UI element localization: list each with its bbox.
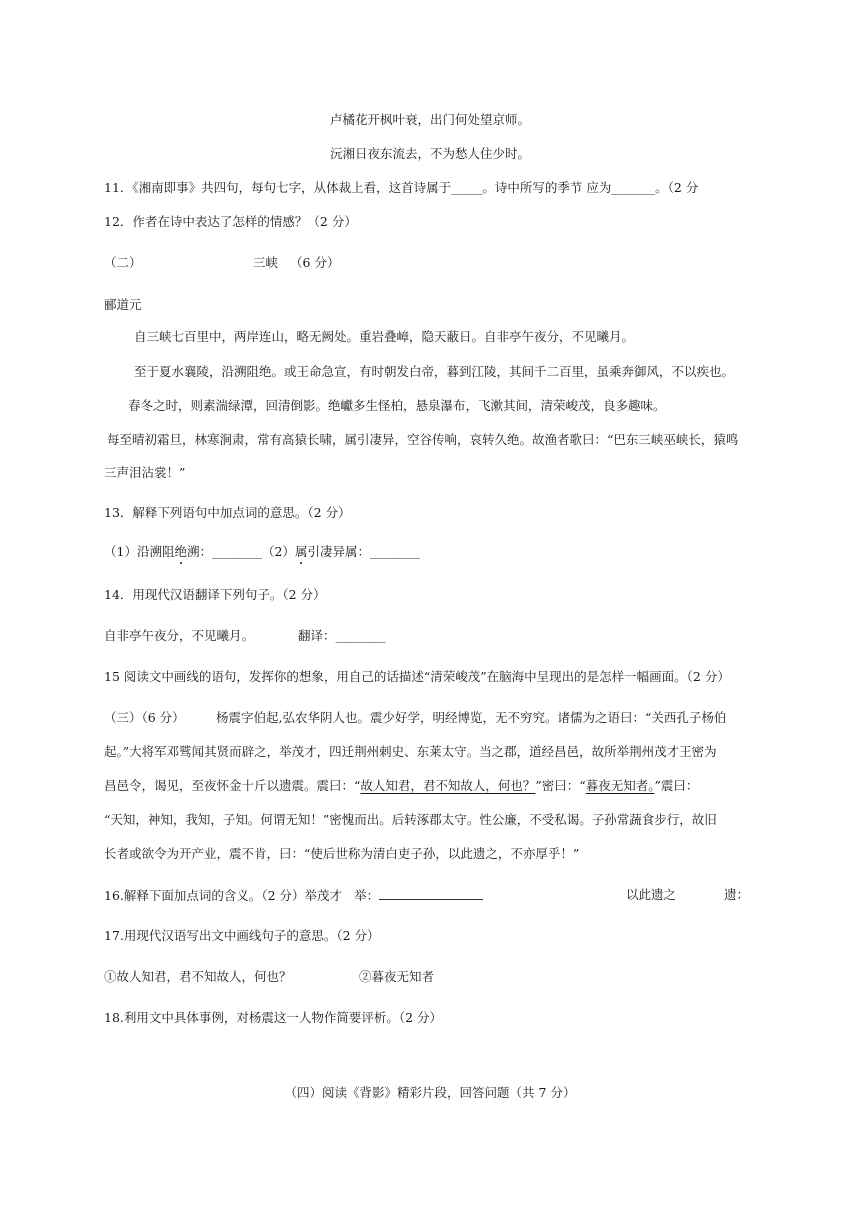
question-14-sentence: 自非亭午夜分，不见曦月。 (104, 628, 255, 643)
yangzhen-line-5: 长者或欲令为开产业，震不肯，曰：“使后世称为清白吏子孙，以此遗之，不亦厚乎！” (104, 846, 580, 861)
section-3-label: （三）（6 分） (104, 710, 185, 725)
question-16-word-2-label: 遗： (724, 887, 750, 902)
question-13-stem: 13．解释下列语句中加点词的意思。（2 分） (104, 505, 351, 520)
q13-blank-1: ________ (211, 544, 262, 559)
underlined-sentence-1: 故人知君，君不知故人，何也？ (360, 778, 536, 793)
section-2-author: 郦道元 (104, 297, 142, 312)
yangzhen-line-3: 昌邑令，谒见，至夜怀金十斤以遗震。震曰：“故人知君，君不知故人，何也？”密曰：“暮夜无知者。”震曰： (104, 778, 699, 793)
q16-blank-1 (379, 886, 483, 900)
sanxia-paragraph-1: 自三峡七百里中，两岸连山，略无阙处。重岩叠嶂，隐天蔽日。自非亭午夜分，不见曦月。 (134, 329, 635, 344)
poem-line-3: 卢橘花开枫叶衰，出门何处望京师。 (329, 112, 530, 127)
section-4-heading: （四）阅读《背影》精彩片段，回答问题（共 7 分） (284, 1085, 576, 1100)
q13-dotted-word-2: 属 (294, 544, 308, 559)
section-2-label: （二） (104, 255, 142, 270)
sanxia-paragraph-4a: 每至晴初霜旦，林寒涧肃，常有高猿长啸，属引凄异，空谷传响，哀转久绝。故渔者歌曰：“巴东三峡巫峡长，猿鸣 (107, 432, 739, 447)
question-14-stem: 14．用现代汉语翻译下列句子。（2 分） (104, 587, 326, 602)
question-13-items: （1）沿溯阻绝溯：________（2）属引凄异属：________ (104, 544, 420, 559)
question-14-answer: 翻译：________ (298, 628, 386, 643)
q14-blank: ________ (335, 628, 386, 643)
question-11: 11．《湘南即事》共四句，每句七字，从体裁上看，这首诗属于_____。诗中所写的季节 应为_______。（2 分 (104, 180, 699, 195)
yangzhen-line-1: 杨震字伯起,弘农华阴人也。震少好学，明经博览，无不穷究。诸儒为之语曰：“关西孔子杨伯 (216, 710, 727, 725)
underlined-sentence-2: 暮夜无知者。 (585, 778, 655, 793)
poem-line-4: 沅湘日夜东流去，不为愁人住少时。 (329, 146, 530, 161)
q13-blank-2: ________ (369, 544, 420, 559)
yangzhen-line-2: 起。”大将军邓骘闻其贤而辟之，举茂才，四迁荆州剌史、东莱太守。当之郡，道经昌邑，故所举荆州茂才王密为 (104, 744, 717, 759)
question-17-stem: 17.用现代汉语写出文中画线句子的意思。（2 分） (104, 928, 380, 943)
question-16: 16.解释下面加点词的含义。（2 分）举茂才 举： (104, 886, 483, 905)
sanxia-paragraph-3: 春冬之时，则素湍绿潭，回清倒影。绝巘多生怪柏，悬泉瀑布，飞漱其间，清荣峻茂，良多趣味。 (128, 398, 666, 413)
q13-dotted-word-1: 绝 (174, 544, 187, 559)
question-17-sentence-1: ①故人知君，君不知故人，何也？ (104, 969, 292, 984)
section-2-title: 三峡 （6 分） (253, 255, 340, 270)
question-16-word-2: 以此遗之 (626, 887, 677, 902)
q11-blank-1: _____ (451, 180, 483, 195)
sanxia-paragraph-4b: 三声泪沾裳！” (104, 465, 186, 480)
sanxia-paragraph-2: 至于夏水襄陵，沿溯阻绝。或王命急宣，有时朝发白帝，暮到江陵，其间千二百里，虽乘奔御风，不以疾也。 (134, 364, 735, 379)
q11-blank-2: _______ (611, 180, 656, 195)
question-17-sentence-2: ②暮夜无知者 (359, 969, 435, 984)
question-18: 18.利用文中具体事例，对杨震这一人物作简要评析。（2 分） (104, 1010, 443, 1025)
question-15: 15 阅读文中画线的语句，发挥你的想象，用自己的话描述“清荣峻茂”在脑海中呈现出的是怎样一幅画面。（2 分） (104, 669, 730, 684)
yangzhen-line-4: “天知，神知，我知，子知。何谓无知！”密愧而出。后转涿郡太守。性公廉，不受私谒。子孙常蔬食步行，故旧 (104, 812, 717, 827)
question-12: 12．作者在诗中表达了怎样的情感？（2 分） (104, 214, 357, 229)
